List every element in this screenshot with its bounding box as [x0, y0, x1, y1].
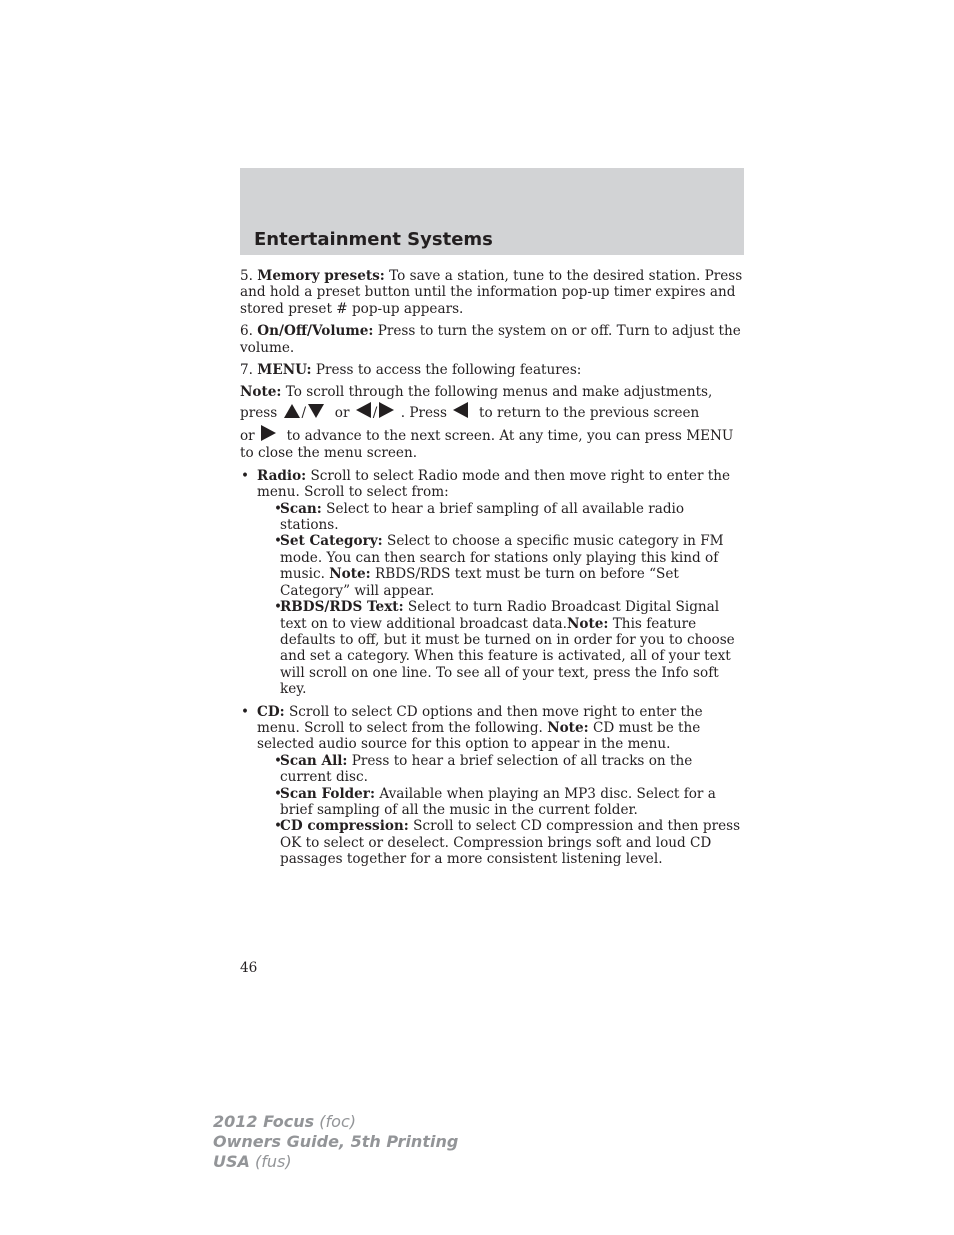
- list-item-cd: • CD: Scroll to select CD options and then move right to enter the menu. Scroll to select from the following. Note: CD must be the selected audio source for this option to appear in the menu. • Scan All: Press to hear a brief selection of all tracks on the current disc. • Scan Folder: Available when playing an MP3 disc. Select for a brief sampling of all the music in the current folder. • CD compression: Scroll to select CD compression and then press OK to select or deselect. Compression brings soft and loud CD passages together for a more consistent listening level.: [240, 704, 744, 868]
- footer-line-guide: Owners Guide, 5th Printing: [213, 1132, 459, 1151]
- bullet: •: [274, 500, 283, 517]
- note-arrows-line: press / or / . Press to return to the previous screen: [240, 401, 744, 425]
- item-label: Memory presets:: [257, 268, 385, 284]
- item-on-off-volume: 6. On/Off/Volume: Press to turn the system on or off. Turn to adjust the volume.: [240, 323, 741, 356]
- list-item-cd-compression: • CD compression: Scroll to select CD compression and then press OK to select or deselect. Compression brings soft and loud CD passages together for a more consistent listening level.: [274, 818, 741, 868]
- list-item-scan: • Scan: Select to hear a brief sampling of all available radio stations.: [274, 500, 685, 534]
- bullet: •: [274, 818, 283, 835]
- footer-line-model: 2012 Focus (foc): [213, 1112, 356, 1131]
- section-title: Entertainment Systems: [254, 229, 493, 250]
- left-arrow-icon: [453, 402, 468, 418]
- list-item-scan-folder: • Scan Folder: Available when playing an MP3 disc. Select for a brief sampling of all the music in the current folder.: [274, 785, 716, 818]
- bullet: •: [241, 703, 250, 720]
- bullet: •: [274, 599, 283, 616]
- footer-line-region: USA (fus): [213, 1152, 292, 1171]
- item-memory-presets: 5. Memory presets: To save a station, tune to the desired station. Press and hold a preset button until the information pop-up timer expires and stored preset # pop-up appears.: [240, 268, 743, 317]
- bullet: •: [274, 533, 283, 550]
- list-item-set-category: • Set Category: Select to choose a specific music category in FM mode. You can then search for stations only playing this kind of music. Note: RBDS/RDS text must be turn on before “Set Category” will appear.: [274, 533, 724, 599]
- bullet: •: [274, 752, 283, 769]
- feature-list: [240, 468, 744, 868]
- page-number: 46: [240, 960, 258, 976]
- note-label: Note:: [240, 384, 282, 401]
- radio-sublist: [257, 501, 744, 698]
- page-body: [240, 268, 744, 868]
- left-arrow-icon: [356, 402, 371, 418]
- cd-sublist: [257, 753, 744, 868]
- item-label: MENU:: [257, 362, 312, 379]
- footer-imprint: [213, 1112, 458, 1172]
- right-arrow-icon: [379, 402, 394, 418]
- list-item-rbds-rds-text: • RBDS/RDS Text: Select to turn Radio Broadcast Digital Signal text on to view additional broadcast data.Note: This feature defaults to off, but it must be turned on in order for you to choose and set a category. When this feature is activated, all of your text will scroll on one line. To see all of your text, press the Info soft key.: [274, 599, 735, 698]
- bullet: •: [274, 785, 283, 802]
- bullet: •: [241, 467, 250, 484]
- item-label: On/Off/Volume:: [257, 323, 374, 340]
- down-arrow-icon: [308, 404, 324, 418]
- up-arrow-icon: [284, 404, 300, 418]
- note-advance-line: or to advance to the next screen. At any time, you can press MENU to close the menu screen.: [240, 425, 744, 462]
- list-item-scan-all: • Scan All: Press to hear a brief selection of all tracks on the current disc.: [274, 752, 693, 786]
- item-menu: 7. MENU: Press to access the following features:: [240, 362, 582, 379]
- list-item-radio: • Radio: Scroll to select Radio mode and then move right to enter the menu. Scroll to select from: • Scan: Select to hear a brief sampling of all available radio stations. • Set Category: Select to choose a specific music category in FM mode. You can then search for stations only playing this kind of music. Note: RBDS/RDS text must be turn on before “Set Category” will appear. • RBDS/RDS Text: Select to turn Radio Broadcast Digital Signal text on to view additional broadcast data.Note: This feature defaults to off, but it must be turned on in order for you to choose and set a category. When this feature is activated, all of your text will scroll on one line. To see all of your text, press the Info soft key.: [240, 468, 744, 698]
- right-arrow-icon: [261, 425, 276, 441]
- note-paragraph: Note: To scroll through the following menus and make adjustments,: [240, 384, 713, 401]
